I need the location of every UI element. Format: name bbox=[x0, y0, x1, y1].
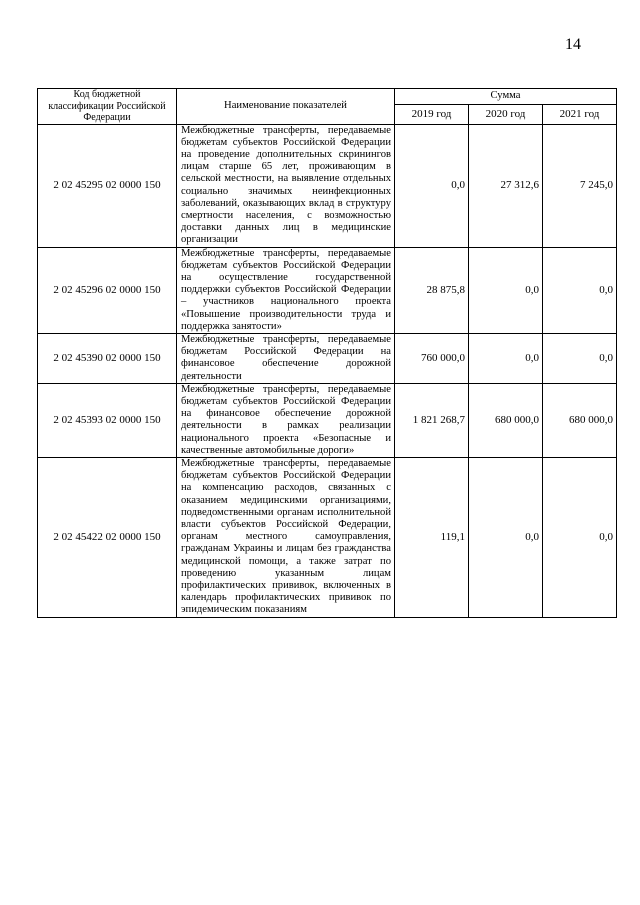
row-2020: 0,0 bbox=[469, 247, 543, 333]
row-2019: 0,0 bbox=[395, 124, 469, 247]
header-code: Код бюджетной классификации Российской Федерации bbox=[38, 89, 177, 125]
row-name: Межбюджетные трансферты, передаваемые бюджетам субъектов Российской Федерации на осуществление государственной поддержки субъектов Российской Федерации – участников национального проекта «Повышение производительности труда и поддержка занятости» bbox=[177, 247, 395, 333]
table-row bbox=[38, 333, 617, 383]
row-2020: 0,0 bbox=[469, 457, 543, 617]
row-code: 2 02 45393 02 0000 150 bbox=[38, 383, 177, 457]
row-2020: 27 312,6 bbox=[469, 124, 543, 247]
header-year-2020: 2020 год bbox=[469, 104, 543, 124]
row-2019: 119,1 bbox=[395, 457, 469, 617]
header-year-2021: 2021 год bbox=[543, 104, 617, 124]
budget-table bbox=[37, 88, 617, 618]
header-year-2019: 2019 год bbox=[395, 104, 469, 124]
row-2019: 760 000,0 bbox=[395, 333, 469, 383]
row-name: Межбюджетные трансферты, передаваемые бюджетам субъектов Российской Федерации на финансовое обеспечение дорожной деятельности в рамках реализации национального проекта «Безопасные и качественные автомобильные дороги» bbox=[177, 383, 395, 457]
row-2021: 680 000,0 bbox=[543, 383, 617, 457]
page-number: 14 bbox=[565, 36, 581, 53]
table-row bbox=[38, 383, 617, 457]
row-2021: 0,0 bbox=[543, 333, 617, 383]
row-name: Межбюджетные трансферты, передаваемые бюджетам субъектов Российской Федерации на компенсацию расходов, связанных с оказанием медицинскими организациями, подведомственными органам исполнительной власти субъектов Российской Федерации, органам местного самоуправления, гражданам Украины и лицам без гражданства медицинской помощи, а также затрат по проведению указанным лицам профилактических прививок, включенных в календарь профилактических прививок по эпидемическим показаниям bbox=[177, 457, 395, 617]
row-code: 2 02 45296 02 0000 150 bbox=[38, 247, 177, 333]
header-sum: Сумма bbox=[395, 89, 617, 105]
row-2020: 680 000,0 bbox=[469, 383, 543, 457]
row-2021: 0,0 bbox=[543, 247, 617, 333]
header-name: Наименование показателей bbox=[177, 89, 395, 125]
table-row bbox=[38, 247, 617, 333]
row-2021: 7 245,0 bbox=[543, 124, 617, 247]
row-code: 2 02 45390 02 0000 150 bbox=[38, 333, 177, 383]
row-name: Межбюджетные трансферты, передаваемые бюджетам субъектов Российской Федерации на проведение дополнительных скринингов лицам старше 65 лет, проживающим в сельской местности, на выявление отдельных социально значимых неинфекционных заболеваний, оказывающих вклад в структуру смертности населения, с возможностью доставки данных лиц в медицинские организации bbox=[177, 124, 395, 247]
row-name: Межбюджетные трансферты, передаваемые бюджетам Российской Федерации на финансовое обеспечение дорожной деятельности bbox=[177, 333, 395, 383]
row-code: 2 02 45295 02 0000 150 bbox=[38, 124, 177, 247]
row-2021: 0,0 bbox=[543, 457, 617, 617]
row-2019: 28 875,8 bbox=[395, 247, 469, 333]
table-row bbox=[38, 124, 617, 247]
row-code: 2 02 45422 02 0000 150 bbox=[38, 457, 177, 617]
row-2020: 0,0 bbox=[469, 333, 543, 383]
row-2019: 1 821 268,7 bbox=[395, 383, 469, 457]
table-row bbox=[38, 457, 617, 617]
